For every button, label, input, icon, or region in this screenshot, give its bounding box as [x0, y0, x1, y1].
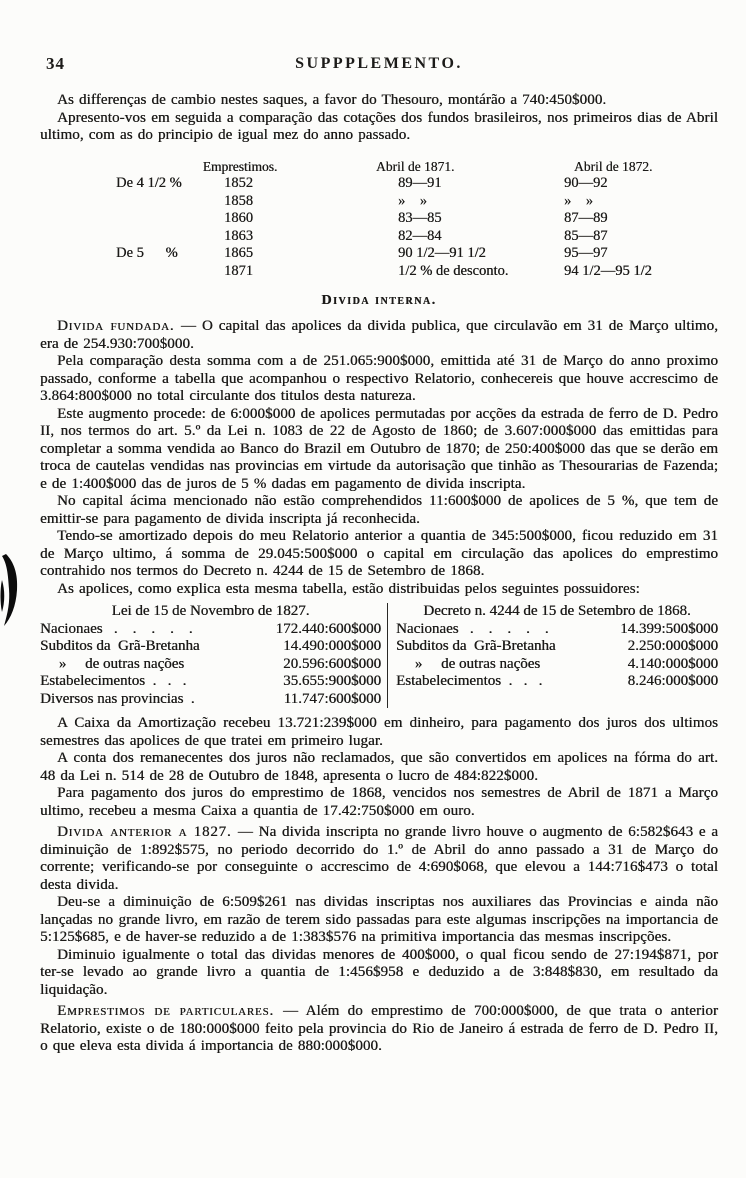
loan-year: 1858 [224, 192, 253, 209]
holder-value: 172.440:600$000 [275, 620, 381, 637]
paragraph-augmento: Este augmento procede: de 6:000$000 de apolices permutadas por acções da estrada de ferro de D. Pedro II, nos termos do art. 5.º da Lei n. 1083 de 22 de Agosto de 1860; de 3.607:000$000 das emittidas para completar a somma vendida ao Banco do Brazil em Outubro de 1870; de 250:400$000 das que se derão em troca de cautelas vendidas nas provincias em virtude da autorisação que tinhão as Thesourarias de Fazenda; e de 1:400$000 das de juros de 5 % dadas em pagamento de divida inscripta. [40, 405, 718, 492]
quotes-row [116, 228, 718, 246]
page-number: 34 [46, 54, 65, 73]
holder-row [40, 638, 381, 656]
loan-rate [116, 228, 224, 246]
holder-row [396, 656, 718, 674]
holder-row [396, 621, 718, 639]
holder-label: Diversos nas provincias . [40, 690, 195, 707]
loan-year: 1871 [224, 262, 253, 279]
loan-rate [116, 193, 224, 211]
holder-row [396, 673, 718, 691]
paragraph-divida-anterior [40, 824, 718, 894]
holder-label: » de outras nações [396, 655, 541, 672]
section-title-divida-interna: Divida interna. [321, 293, 437, 308]
quotes-row [116, 193, 718, 211]
page-header [40, 54, 718, 78]
paragraph-text: — Além do emprestimo de 700:000$000, de que trata o anterior Relatorio, existe o de 180:000$000 feito pela provincia do Rio de Janeiro á estrada de ferro de D. Pedro II, o que eleva esta divida á importancia de 880:000$000. [40, 1003, 719, 1054]
holders-column-lei-1827 [40, 603, 387, 708]
holder-label: Estabelecimentos . . . [396, 673, 543, 689]
quote-1871: 82—84 [398, 227, 442, 244]
holder-label: Nacionaes . . . . . [40, 620, 193, 637]
loan-rate [116, 210, 224, 228]
col-header-emprestimos: Emprestimos. [202, 158, 278, 174]
quote-1871: 89—91 [398, 175, 442, 191]
holder-value: 2.250:000$000 [627, 638, 718, 654]
holder-label: Subditos da Grã-Bretanha [396, 638, 556, 654]
loan-year: 1860 [224, 210, 253, 226]
quote-1871: » » [398, 192, 427, 209]
holder-value: 35.655:900$000 [283, 673, 381, 689]
paragraph-text: — O capital das apolices da divida publica, que circulavão em 31 de Março ultimo, era de 254.930:700$000. [40, 318, 718, 352]
holder-value: 11.747:600$000 [283, 690, 381, 707]
paragraph-conta: A conta dos remanecentes dos juros não reclamados, que são convertidos em apolices na fórma do art. 48 da Lei n. 514 de 28 de Outubro de 1848, apresenta o lucro de 484:822$000. [40, 750, 718, 784]
col-header-abril-1872: Abril de 1872. [574, 158, 653, 174]
holder-value: 14.490:000$000 [283, 638, 381, 654]
holder-value: 8.246:000$000 [627, 673, 718, 689]
paragraph-comparacao: Pela comparação desta somma com a de 251.065:900$000, emittida até 31 de Março do anno proximo passado, conforme a tabella que acompanhou o respectivo Relatorio, conhecereis que houve accrescimo de 3.864:800$000 no total circulante dos titulos desta natureza. [40, 353, 718, 404]
quote-1871: 83—85 [398, 210, 442, 226]
quotes-row [116, 245, 718, 263]
paragraph-apolices: As apolices, como explica esta mesma tabella, estão distribuidas pelos seguintes possuidores: [57, 580, 640, 597]
loan-rate: De 5 % [116, 245, 178, 261]
quote-1871: 90 1/2—91 1/2 [398, 245, 486, 261]
loan-year: 1865 [224, 245, 253, 261]
loan-year: 1852 [224, 175, 253, 191]
quotes-row [116, 263, 718, 281]
loan-year: 1863 [224, 227, 253, 244]
holders-column-decreto-4244 [387, 603, 718, 708]
holder-value: 4.140:000$000 [627, 655, 718, 672]
paragraph-differencas: As differenças de cambio nestes saques, a favor do Thesouro, montárão a 740:450$000. [57, 92, 607, 108]
holder-row [396, 638, 718, 656]
paragraph-capital: No capital ácima mencionado não estão comprehendidos 11:600$000 de apolices de 5 %, que tem de emittir-se para pagamento de divida inscripta já reconhecida. [40, 493, 718, 527]
quote-1872: 85—87 [564, 227, 608, 244]
holder-label: Estabelecimentos . . . [40, 673, 187, 689]
quotes-table-header [116, 158, 718, 176]
holder-label: Nacionaes . . . . . [396, 620, 549, 637]
quote-1872: 95—97 [564, 245, 608, 261]
paragraph-caixa: A Caixa da Amortização recebeu 13.721:239$000 em dinheiro, para pagamento dos juros dos ultimos semestres das apolices de que tratei em primeiro lugar. [40, 715, 718, 749]
ink-blot-artifact [0, 552, 22, 628]
holder-row [40, 691, 381, 709]
paragraph-pagamento: Para pagamento dos juros do emprestimo de 1868, vencidos nos semestres de Abril de 1871 a Março ultimo, recebeu a mesma Caixa a quantia de 17.42:750$000 em ouro. [40, 785, 718, 819]
runin-heading-emprestimos-particulares: Emprestimos de particulares. [57, 1003, 274, 1019]
holder-value: 20.596:600$000 [283, 655, 381, 672]
holder-label: Subditos da Grã-Bretanha [40, 638, 200, 654]
quotes-row [116, 210, 718, 228]
paragraph-apresento: Apresento-vos em seguida a comparação das cotações dos fundos brasileiros, nos primeiros dias de Abril ultimo, com as do principio de igual mez do anno passado. [40, 109, 718, 143]
runin-heading-divida-anterior: Divida anterior a 1827. [57, 824, 232, 840]
quotes-row [116, 175, 718, 193]
paragraph-text: — Na divida inscripta no grande livro houve o augmento de 6:582$643 e a diminuição de 1:892$575, no periodo decorrido do 1.º de Abril do anno passado a 31 de Março do corrente; verificando-se por conseguinte o accrescimo de 4:690$068, que elevou a 144:716$473 o total desta divida. [40, 824, 718, 893]
holder-row [40, 656, 381, 674]
quotes-table [116, 158, 718, 281]
paragraph-deu-se: Deu-se a diminuição de 6:509$261 nas dividas inscriptas nos auxiliares das Provincias e ainda não lançadas no grande livro, em razão de terem sido passadas para este algumas inscripções na importancia de 5:125$685, e de haver-se reduzido a de 1:383$576 na primitiva importancia das mesmas inscripções. [40, 894, 718, 945]
holder-value: 14.399:500$000 [620, 620, 718, 637]
quote-1872: 87—89 [564, 210, 608, 226]
holders-right-title: Decreto n. 4244 de 15 de Setembro de 1868. [423, 603, 691, 619]
holder-row [40, 673, 381, 691]
paragraph-amortizado: Tendo-se amortizado depois do meu Relatorio anterior a quantia de 345:500$000, ficou reduzido em 31 de Março ultimo, á somma de 29.045:500$000 o capital em circulação das apolices do emprestimo contrahido nos termos do Decreto n. 4244 de 15 de Setembro de 1868. [40, 528, 718, 579]
holder-row [40, 621, 381, 639]
holders-left-title: Lei de 15 de Novembro de 1827. [111, 603, 310, 619]
paragraph-emprestimos-particulares [40, 1003, 718, 1056]
col-header-abril-1871: Abril de 1871. [376, 158, 455, 174]
quote-1871: 1/2 % de desconto. [398, 262, 509, 279]
holders-table [40, 603, 718, 708]
runin-heading-divida-fundada: Divida fundada. [57, 318, 175, 334]
quote-1872: 94 1/2—95 1/2 [564, 262, 652, 279]
loan-rate [116, 263, 224, 281]
running-title: SUPPPLEMENTO. [295, 55, 463, 72]
paragraph-divida-fundada [40, 318, 718, 353]
loan-rate: De 4 1/2 % [116, 175, 182, 191]
quote-1872: » » [564, 192, 593, 209]
quote-1872: 90—92 [564, 175, 608, 191]
paragraph-diminuio: Diminuio igualmente o total das dividas menores de 400$000, o qual ficou sendo de 27:194$871, por ter-se levado ao grande livro a quantia de 1:456$958 e deduzido a de 3:848$830, em resultado da liquidação. [40, 946, 718, 998]
holder-label: » de outras nações [40, 655, 185, 672]
